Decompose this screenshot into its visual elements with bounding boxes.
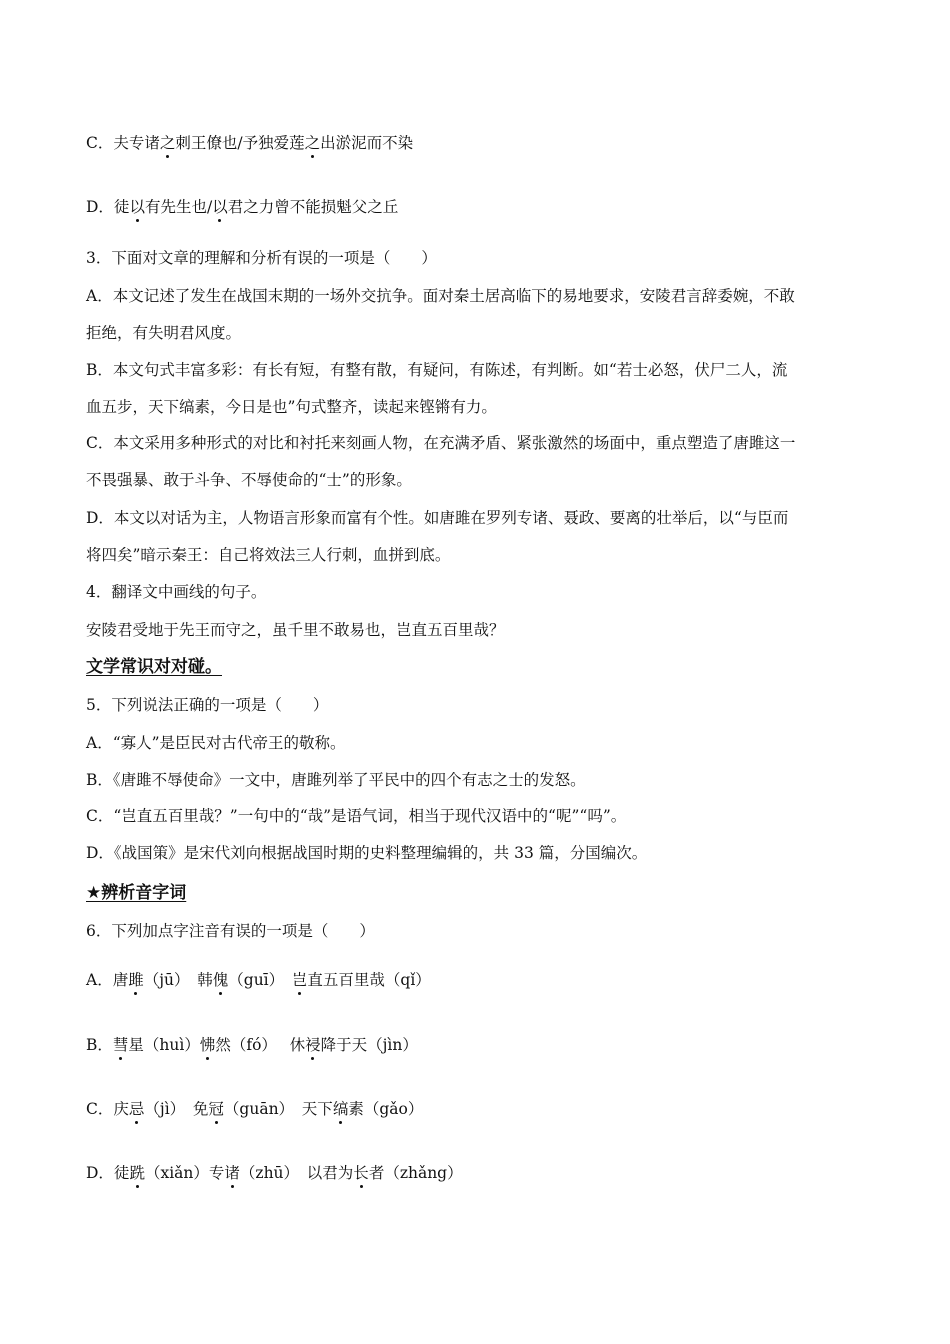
text-run: 降于天（jìn）: [320, 1036, 418, 1054]
text-run: 君之力曾不能损魁父之丘: [227, 198, 399, 216]
q3-option-c-line2: 不畏强暴、敢于斗争、不辱使命的“士”的形象。: [86, 471, 412, 489]
q6-stem: 6．下列加点字注音有误的一项是（ ）: [86, 922, 375, 940]
q3-option-b-line1: B．本文句式丰富多彩：有长有短，有整有散，有疑问，有陈述，有判断。如“若士必怒，伏尸二人，流: [86, 361, 788, 379]
dotted-char: 祲: [305, 1036, 321, 1054]
text-run: （jì） 免: [144, 1100, 209, 1118]
q5-option-a: A．“寡人”是臣民对古代帝王的敬称。: [86, 734, 346, 752]
text-run: C．庆: [86, 1100, 129, 1118]
section-heading-literary: 文学常识对对碰。: [86, 657, 222, 677]
q3-stem: 3．下面对文章的理解和分析有误的一项是（ ）: [86, 249, 437, 267]
dotted-char: 傀: [212, 971, 229, 989]
text-run: D．徒: [86, 1164, 130, 1182]
q3-option-a-line1: A．本文记述了发生在战国末期的一场外交抗争。面对秦土居高临下的易地要求，安陵君言辞委婉，不敢: [86, 287, 795, 305]
q3-option-d-line1: D．本文以对话为主，人物语言形象而富有个性。如唐雎在罗列专诸、聂政、要离的壮举后，以“与臣而: [86, 509, 789, 527]
q4-stem: 4．翻译文中画线的句子。: [86, 583, 267, 601]
text-run: B．: [86, 1036, 113, 1054]
text-run: 星（huì）: [128, 1036, 200, 1054]
text-run: C．夫专诸: [86, 134, 160, 152]
dotted-char: 跣: [129, 1164, 145, 1182]
dotted-char: 雎: [128, 971, 144, 989]
dotted-char: 怫: [199, 1036, 216, 1054]
q3-option-a-line2: 拒绝，有失明君风度。: [86, 324, 242, 342]
q4-sentence: 安陵君受地于先王而守之，虽千里不敢易也，岂直五百里哉？: [86, 621, 505, 639]
text-run: 刺王僚也/予独爱莲: [175, 134, 305, 152]
text-run: D．徒: [86, 198, 130, 216]
q2-option-d: [86, 197, 866, 217]
dotted-char: 长: [353, 1164, 369, 1182]
dotted-char: 彗: [112, 1036, 129, 1054]
text-run: （zhū） 以君为: [239, 1164, 354, 1182]
dotted-char: 之: [159, 134, 176, 152]
q2-option-c: [86, 133, 866, 153]
q5-option-d: D．《战国策》是宋代刘向根据战国时期的史料整理编辑的，共 33 篇，分国编次。: [86, 844, 648, 862]
text-run: （jū） 韩: [143, 971, 213, 989]
dotted-char: 缟: [332, 1100, 349, 1118]
q5-stem: 5．下列说法正确的一项是（ ）: [86, 696, 329, 714]
q3-option-d-line2: 将四矣”暗示秦王：自己将效法三人行刺，血拼到底。: [86, 546, 451, 564]
q5-option-c: C．“岂直五百里哉？”一句中的“哉”是语气词，相当于现代汉语中的“呢”“吗”。: [86, 807, 627, 825]
dotted-char: 岂: [291, 971, 308, 989]
text-run: A．唐: [86, 971, 129, 989]
dotted-char: 诸: [224, 1164, 240, 1182]
dotted-char: 之: [304, 134, 321, 152]
q6-option-b: [86, 1035, 866, 1055]
text-run: 出淤泥而不染: [320, 134, 414, 152]
q6-option-a: [86, 970, 866, 990]
text-run: 然（fó） 休: [215, 1036, 306, 1054]
q6-option-d: [86, 1163, 866, 1183]
text-run: （guān） 天下: [223, 1100, 333, 1118]
text-run: 者（zhǎng）: [368, 1164, 463, 1182]
q6-option-c: [86, 1099, 866, 1119]
section-heading-pronunciation: ★辨析音字词: [86, 883, 187, 903]
q5-option-b: B．《唐雎不辱使命》一文中，唐雎列举了平民中的四个有志之士的发怒。: [86, 771, 586, 789]
text-run: （xiǎn）专: [144, 1164, 225, 1182]
q3-option-c-line1: C．本文采用多种形式的对比和衬托来刻画人物，在充满矛盾、紧张激然的场面中，重点塑造了唐雎这一: [86, 434, 796, 452]
dotted-char: 忌: [128, 1100, 145, 1118]
q3-option-b-line2: 血五步，天下缟素，今日是也”句式整齐，读起来铿锵有力。: [86, 398, 497, 416]
text-run: 素（gǎo）: [348, 1100, 424, 1118]
text-run: 直五百里哉（qǐ）: [307, 971, 431, 989]
dotted-char: 冠: [208, 1100, 224, 1118]
text-run: （guī）: [228, 971, 292, 989]
text-run: 有先生也/: [144, 198, 213, 216]
dotted-char: 以: [212, 198, 228, 216]
dotted-char: 以: [129, 198, 145, 216]
